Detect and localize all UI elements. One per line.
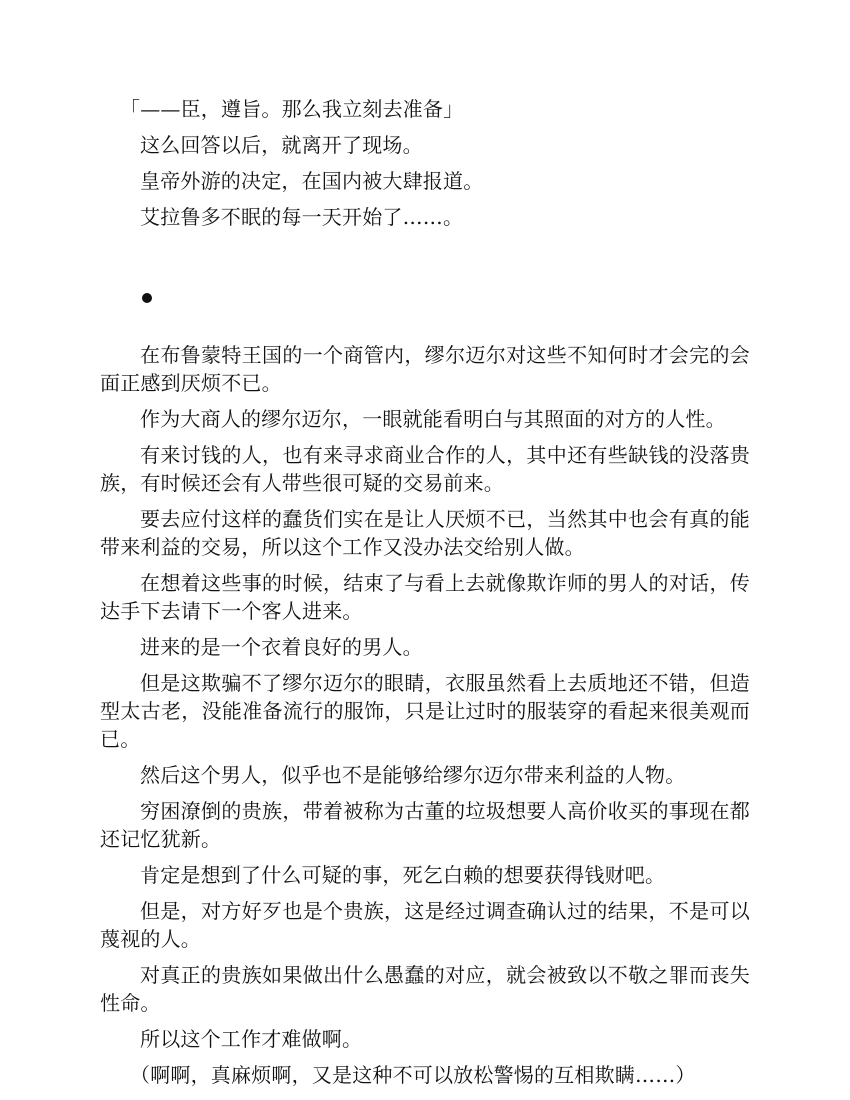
paragraph: 皇帝外游的决定，在国内被大肆报道。 <box>140 169 484 193</box>
bullet-icon <box>142 293 152 303</box>
section-divider <box>100 239 750 329</box>
document-page <box>100 95 750 1097</box>
paragraph-thought: （啊啊，真麻烦啊，又是这种不可以放松警惕的互相欺瞒……） <box>130 1063 696 1087</box>
paragraph: 对真正的贵族如果做出什么愚蠢的对应，就会被致以不敬之罪而丧失性命。 <box>100 963 750 1015</box>
paragraph: 穷困潦倒的贵族，带着被称为古董的垃圾想要人高价收买的事现在都还记忆犹新。 <box>100 799 750 851</box>
paragraph: 在想着这些事的时候，结束了与看上去就像欺诈师的男人的对话，传达手下去请下一个客人进来。 <box>100 571 750 623</box>
paragraph: 这么回答以后，就离开了现场。 <box>140 133 423 157</box>
paragraph-quote: 「——臣，遵旨。那么我立刻去准备」 <box>120 97 464 121</box>
paragraph: 然后这个男人，似乎也不是能够给缪尔迈尔带来利益的人物。 <box>140 763 686 787</box>
paragraph: 肯定是想到了什么可疑的事，死乞白赖的想要获得钱财吧。 <box>140 863 666 887</box>
paragraph: 但是，对方好歹也是个贵族，这是经过调查确认过的结果，不是可以蔑视的人。 <box>100 899 750 951</box>
paragraph: 艾拉鲁多不眠的每一天开始了……。 <box>140 205 464 229</box>
paragraph: 但是这欺骗不了缪尔迈尔的眼睛，衣服虽然看上去质地还不错，但造型太古老，没能准备流行的服饰，只是让过时的服装穿的看起来很美观而已。 <box>100 671 750 751</box>
paragraph: 进来的是一个衣着良好的男人。 <box>140 635 423 659</box>
paragraph: 要去应付这样的蠢货们实在是让人厌烦不已，当然其中也会有真的能带来利益的交易，所以这个工作又没办法交给别人做。 <box>100 507 750 559</box>
paragraph: 所以这个工作才难做啊。 <box>140 1027 363 1051</box>
paragraph: 作为大商人的缪尔迈尔，一眼就能看明白与其照面的对方的人性。 <box>140 407 726 431</box>
paragraph: 在布鲁蒙特王国的一个商管内，缪尔迈尔对这些不知何时才会完的会面正感到厌烦不已。 <box>100 343 750 395</box>
paragraph: 有来讨钱的人，也有来寻求商业合作的人，其中还有些缺钱的没落贵族，有时候还会有人带些很可疑的交易前来。 <box>100 443 750 495</box>
